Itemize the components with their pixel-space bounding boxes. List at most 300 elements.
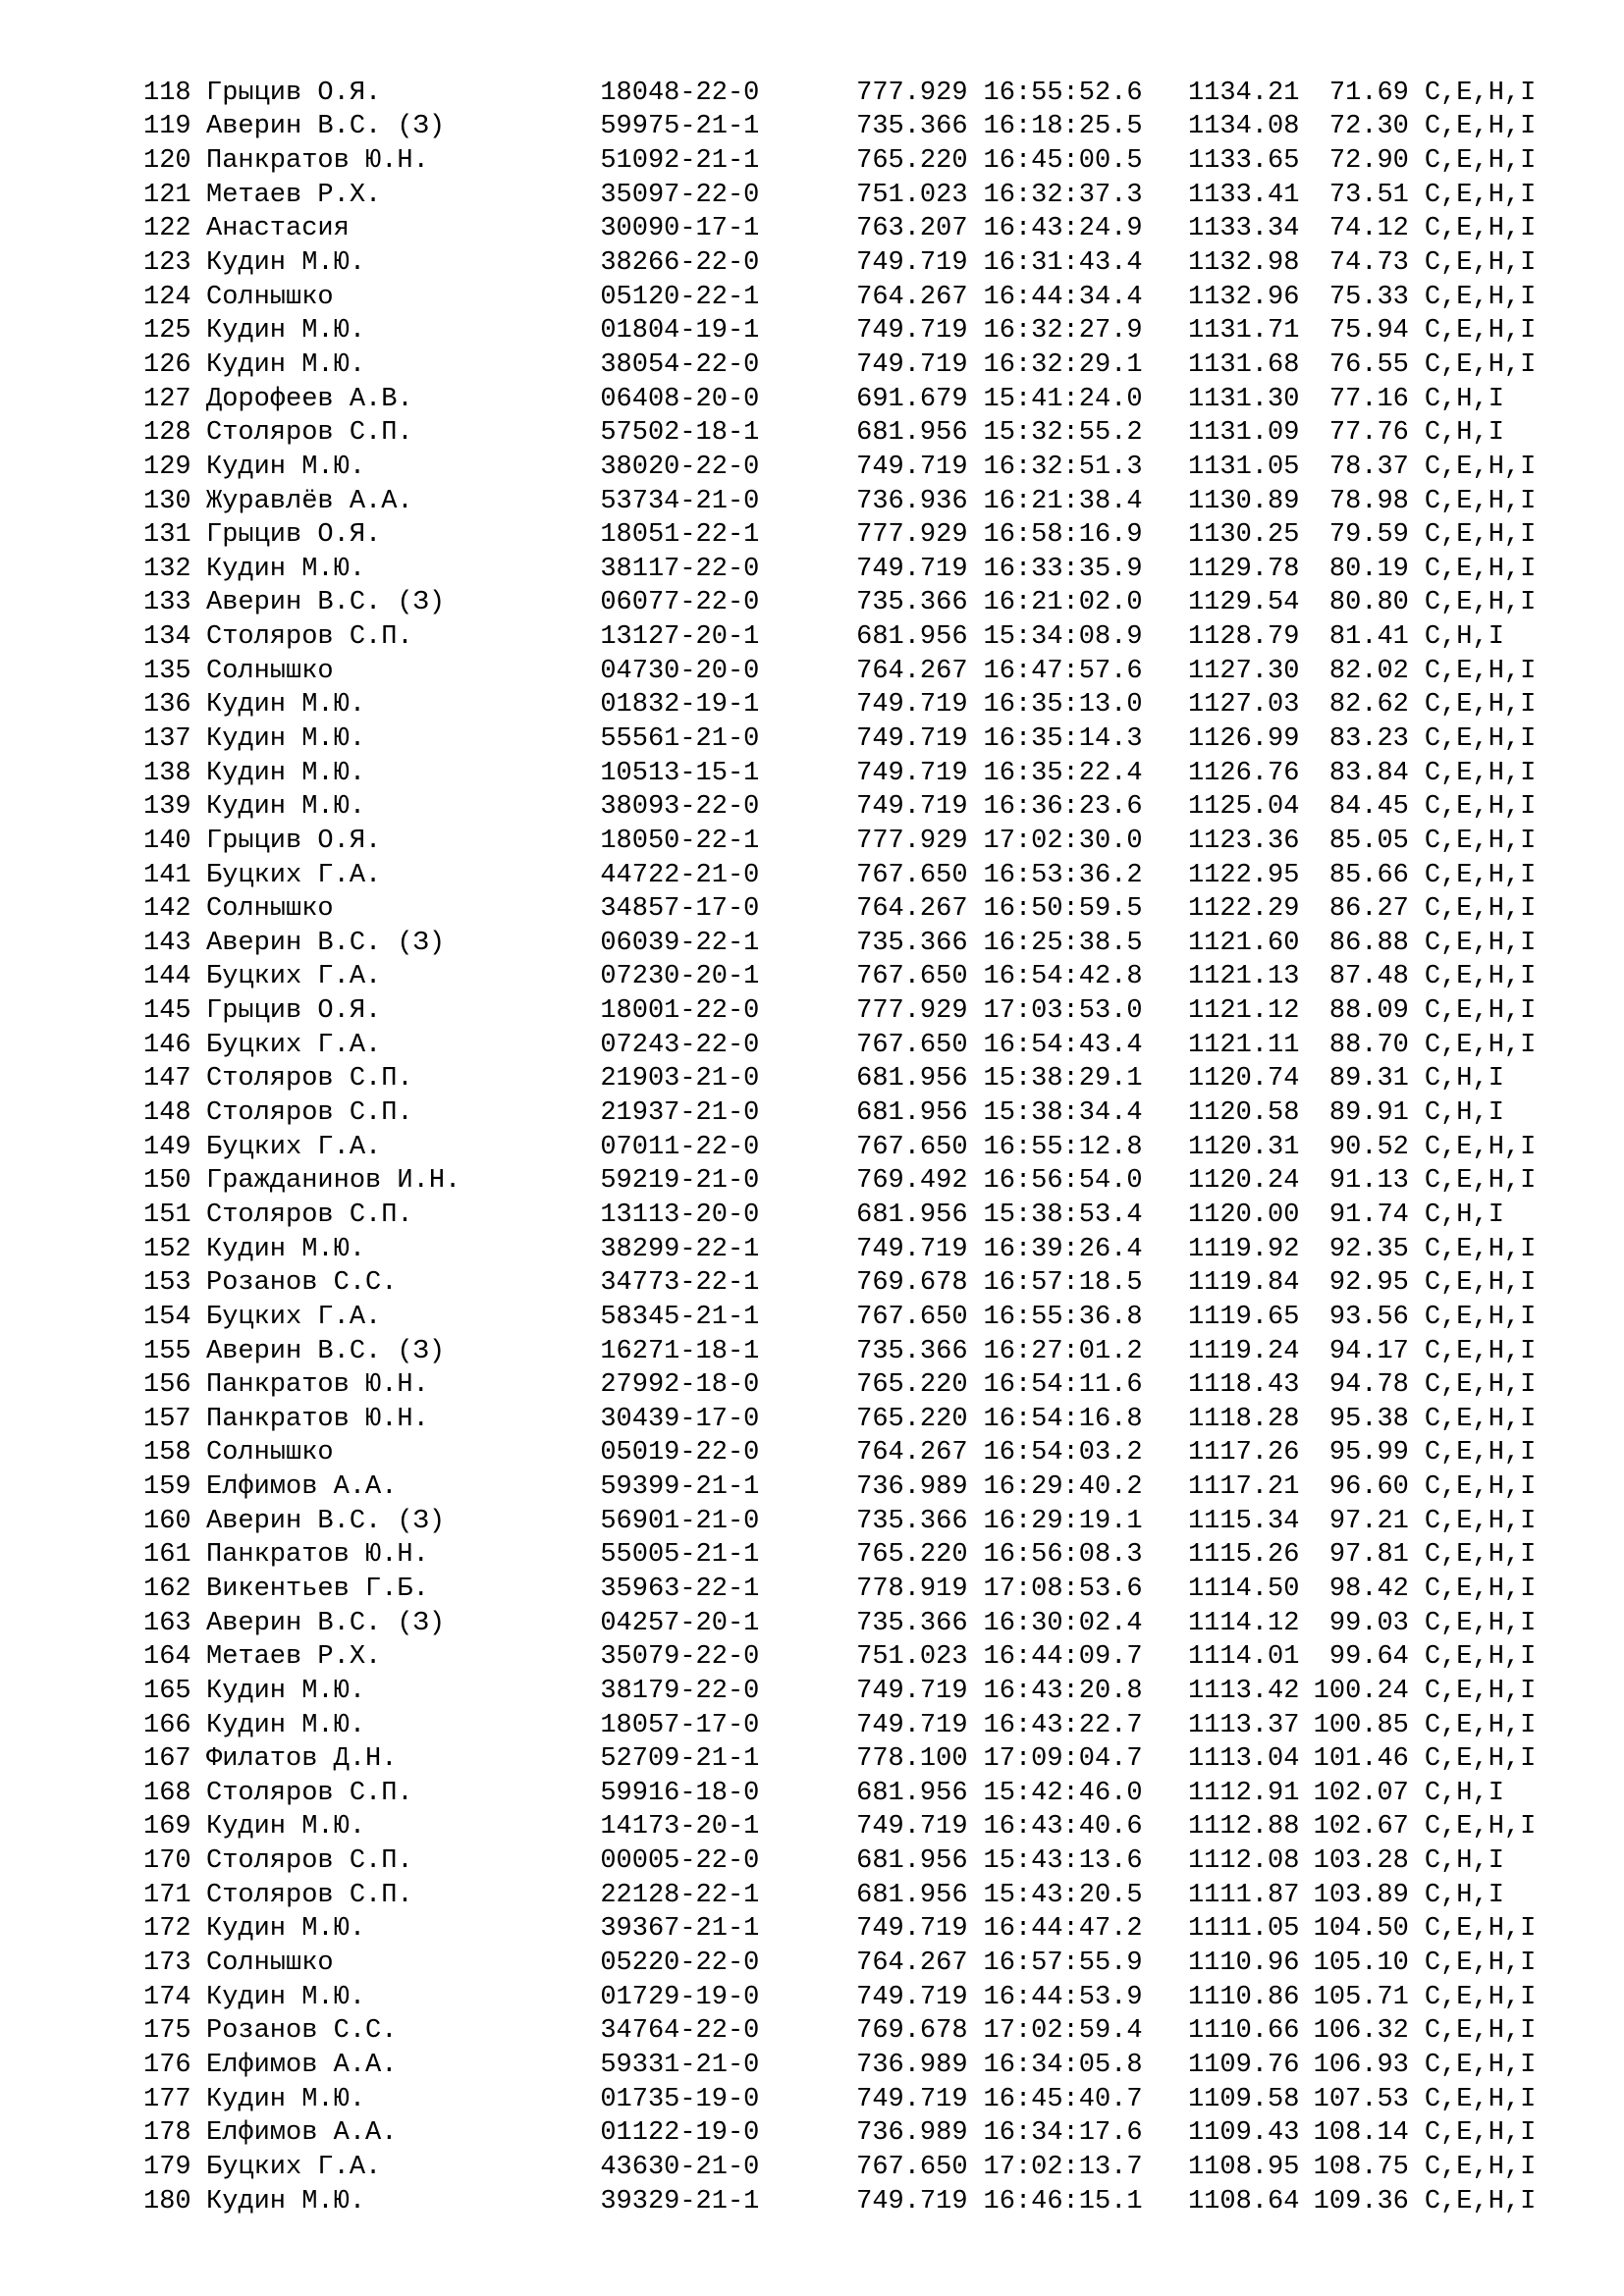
cell-flags: C,E,H,I: [1424, 2186, 1537, 2216]
cell-speed: 1110.66: [1187, 2016, 1300, 2047]
cell-dist: 769.492: [856, 1166, 968, 1197]
cell-place: 154: [143, 1302, 191, 1332]
cell-place: 133: [143, 588, 191, 618]
cell-coef: 102.07: [1313, 1778, 1409, 1808]
cell-time: 16:43:24.9: [983, 214, 1143, 244]
cell-ring: 07243-22-0: [600, 1030, 760, 1060]
cell-time: 16:29:40.2: [983, 1472, 1143, 1503]
cell-name: Аверин В.С. (З): [206, 928, 446, 958]
cell-flags: C,E,H,I: [1424, 2084, 1537, 2114]
cell-time: 17:03:53.0: [983, 996, 1143, 1027]
result-row: [143, 1505, 1577, 1539]
cell-speed: 1119.92: [1187, 1234, 1300, 1264]
cell-place: 174: [143, 1982, 191, 2012]
cell-time: 16:34:17.6: [983, 2118, 1143, 2149]
cell-name: Розанов С.С.: [206, 1268, 398, 1299]
cell-time: 16:27:01.2: [983, 1336, 1143, 1366]
cell-flags: C,E,H,I: [1424, 1982, 1537, 2012]
cell-time: 16:44:53.9: [983, 1982, 1143, 2012]
cell-ring: 44722-21-0: [600, 860, 760, 890]
cell-ring: 01729-19-0: [600, 1982, 760, 2012]
cell-flags: C,E,H,I: [1424, 316, 1537, 347]
result-row: [143, 1335, 1577, 1369]
cell-dist: 767.650: [856, 1030, 968, 1060]
cell-ring: 38093-22-0: [600, 792, 760, 823]
cell-time: 16:43:22.7: [983, 1710, 1143, 1740]
cell-coef: 103.28: [1313, 1846, 1409, 1877]
cell-flags: C,E,H,I: [1424, 826, 1537, 856]
cell-speed: 1118.43: [1187, 1370, 1300, 1401]
cell-flags: C,E,H,I: [1424, 1710, 1537, 1740]
cell-dist: 777.929: [856, 520, 968, 551]
result-row: [143, 1266, 1577, 1301]
cell-speed: 1109.58: [1187, 2084, 1300, 2114]
cell-name: Кудин М.Ю.: [206, 1676, 366, 1706]
result-row: [143, 213, 1577, 247]
cell-place: 162: [143, 1575, 191, 1604]
result-row: [143, 1096, 1577, 1131]
result-row: [143, 1437, 1577, 1471]
cell-place: 179: [143, 2152, 191, 2182]
cell-name: Панкратов Ю.Н.: [206, 146, 429, 177]
cell-dist: 751.023: [856, 180, 968, 210]
cell-ring: 05019-22-0: [600, 1438, 760, 1468]
cell-name: Аверин В.С. (З): [206, 588, 446, 618]
result-row: [143, 1947, 1577, 1981]
cell-time: 16:33:35.9: [983, 554, 1143, 584]
cell-dist: 681.956: [856, 1778, 968, 1808]
cell-ring: 16271-18-1: [600, 1336, 760, 1366]
cell-flags: C,E,H,I: [1424, 282, 1537, 312]
cell-place: 169: [143, 1812, 191, 1842]
cell-ring: 01832-19-1: [600, 690, 760, 721]
cell-coef: 81.41: [1328, 622, 1409, 653]
cell-coef: 77.16: [1328, 384, 1409, 414]
cell-coef: 100.24: [1313, 1676, 1409, 1706]
cell-dist: 749.719: [856, 2084, 968, 2114]
cell-time: 16:55:52.6: [983, 78, 1143, 108]
cell-place: 142: [143, 894, 191, 925]
cell-place: 167: [143, 1744, 191, 1775]
cell-coef: 92.35: [1328, 1234, 1409, 1264]
result-row: [143, 994, 1577, 1029]
cell-time: 16:32:51.3: [983, 452, 1143, 482]
cell-coef: 72.90: [1328, 146, 1409, 177]
cell-coef: 79.59: [1328, 520, 1409, 551]
cell-speed: 1112.91: [1187, 1778, 1300, 1808]
cell-ring: 43630-21-0: [600, 2152, 760, 2182]
cell-place: 119: [143, 112, 191, 142]
cell-place: 132: [143, 554, 191, 584]
cell-coef: 89.91: [1328, 1098, 1409, 1129]
cell-time: 16:45:00.5: [983, 146, 1143, 177]
cell-coef: 85.66: [1328, 860, 1409, 890]
cell-coef: 106.93: [1313, 2050, 1409, 2080]
cell-name: Солнышко: [206, 1949, 334, 1979]
cell-place: 153: [143, 1268, 191, 1299]
cell-place: 143: [143, 928, 191, 958]
cell-time: 15:43:13.6: [983, 1846, 1143, 1877]
cell-place: 141: [143, 860, 191, 890]
cell-speed: 1108.95: [1187, 2152, 1300, 2182]
cell-flags: C,E,H,I: [1424, 792, 1537, 823]
cell-time: 15:42:46.0: [983, 1778, 1143, 1808]
cell-name: Грыцив О.Я.: [206, 520, 382, 551]
result-row: [143, 757, 1577, 791]
cell-speed: 1131.30: [1187, 384, 1300, 414]
cell-ring: 04730-20-0: [600, 656, 760, 686]
cell-time: 15:38:29.1: [983, 1064, 1143, 1095]
cell-flags: C,E,H,I: [1424, 554, 1537, 584]
cell-name: Кудин М.Ю.: [206, 316, 366, 347]
cell-coef: 78.37: [1328, 452, 1409, 482]
result-row: [143, 383, 1577, 417]
cell-place: 173: [143, 1949, 191, 1979]
cell-place: 160: [143, 1506, 191, 1536]
cell-speed: 1113.42: [1187, 1676, 1300, 1706]
cell-place: 144: [143, 962, 191, 992]
cell-flags: C,E,H,I: [1424, 1234, 1537, 1264]
result-row: [143, 1233, 1577, 1267]
cell-name: Кудин М.Ю.: [206, 1812, 366, 1842]
cell-speed: 1121.12: [1187, 996, 1300, 1027]
cell-speed: 1111.87: [1187, 1880, 1300, 1910]
cell-name: Аверин В.С. (З): [206, 1506, 446, 1536]
cell-coef: 91.74: [1328, 1200, 1409, 1230]
cell-speed: 1111.05: [1187, 1914, 1300, 1945]
result-row: [143, 314, 1577, 348]
cell-speed: 1129.78: [1187, 554, 1300, 584]
cell-time: 16:47:57.6: [983, 656, 1143, 686]
cell-flags: C,E,H,I: [1424, 1949, 1537, 1979]
result-row: [143, 1981, 1577, 2015]
cell-name: Кудин М.Ю.: [206, 2084, 366, 2114]
cell-coef: 74.73: [1328, 248, 1409, 279]
cell-dist: 769.678: [856, 1268, 968, 1299]
result-row: [143, 587, 1577, 621]
cell-flags: C,E,H,I: [1424, 248, 1537, 279]
cell-name: Дорофеев А.В.: [206, 384, 413, 414]
cell-dist: 736.936: [856, 486, 968, 516]
cell-coef: 78.98: [1328, 486, 1409, 516]
cell-time: 16:29:19.1: [983, 1506, 1143, 1536]
cell-flags: C,E,H,I: [1424, 1812, 1537, 1842]
cell-time: 16:54:42.8: [983, 962, 1143, 992]
cell-place: 170: [143, 1846, 191, 1877]
result-row: [143, 1029, 1577, 1063]
cell-ring: 18051-22-1: [600, 520, 760, 551]
cell-name: Буцких Г.А.: [206, 1132, 382, 1162]
cell-ring: 05120-22-1: [600, 282, 760, 312]
cell-speed: 1134.08: [1187, 112, 1300, 142]
cell-name: Грыцив О.Я.: [206, 826, 382, 856]
cell-ring: 27992-18-0: [600, 1370, 760, 1401]
cell-name: Панкратов Ю.Н.: [206, 1370, 429, 1401]
cell-name: Аверин В.С. (З): [206, 1608, 446, 1638]
cell-place: 131: [143, 520, 191, 551]
cell-place: 175: [143, 2016, 191, 2047]
cell-ring: 39329-21-1: [600, 2186, 760, 2216]
result-row: [143, 1539, 1577, 1574]
cell-ring: 18057-17-0: [600, 1710, 760, 1740]
cell-ring: 38179-22-0: [600, 1676, 760, 1706]
cell-flags: C,E,H,I: [1424, 2050, 1537, 2080]
cell-speed: 1113.04: [1187, 1744, 1300, 1775]
cell-coef: 100.85: [1313, 1710, 1409, 1740]
cell-dist: 749.719: [856, 1914, 968, 1945]
result-row: [143, 2049, 1577, 2083]
cell-dist: 767.650: [856, 962, 968, 992]
cell-speed: 1127.03: [1187, 690, 1300, 721]
cell-time: 16:56:54.0: [983, 1166, 1143, 1197]
cell-ring: 57502-18-1: [600, 418, 760, 449]
cell-dist: 749.719: [856, 1812, 968, 1842]
cell-name: Филатов Д.Н.: [206, 1744, 398, 1775]
cell-time: 16:53:36.2: [983, 860, 1143, 890]
cell-flags: C,E,H,I: [1424, 894, 1537, 925]
cell-ring: 59975-21-1: [600, 112, 760, 142]
cell-flags: C,E,H,I: [1424, 112, 1537, 142]
result-row: [143, 961, 1577, 995]
cell-place: 130: [143, 486, 191, 516]
cell-time: 16:43:40.6: [983, 1812, 1143, 1842]
result-row: [143, 246, 1577, 281]
cell-ring: 35963-22-1: [600, 1575, 760, 1604]
cell-dist: 777.929: [856, 826, 968, 856]
cell-flags: C,E,H,I: [1424, 180, 1537, 210]
cell-speed: 1112.88: [1187, 1812, 1300, 1842]
cell-coef: 102.67: [1313, 1812, 1409, 1842]
cell-dist: 681.956: [856, 1098, 968, 1129]
cell-time: 16:54:11.6: [983, 1370, 1143, 1401]
cell-name: Кудин М.Ю.: [206, 1234, 366, 1264]
cell-dist: 778.100: [856, 1744, 968, 1775]
cell-coef: 86.27: [1328, 894, 1409, 925]
cell-speed: 1118.28: [1187, 1404, 1300, 1434]
cell-flags: C,E,H,I: [1424, 1914, 1537, 1945]
cell-time: 15:38:53.4: [983, 1200, 1143, 1230]
cell-dist: 749.719: [856, 1676, 968, 1706]
result-row: [143, 689, 1577, 723]
cell-dist: 767.650: [856, 1302, 968, 1332]
cell-dist: 765.220: [856, 1404, 968, 1434]
cell-flags: C,E,H,I: [1424, 1676, 1537, 1706]
cell-place: 149: [143, 1132, 191, 1162]
cell-flags: C,E,H,I: [1424, 962, 1537, 992]
result-row: [143, 722, 1577, 757]
cell-ring: 07011-22-0: [600, 1132, 760, 1162]
cell-time: 17:02:59.4: [983, 2016, 1143, 2047]
cell-time: 15:43:20.5: [983, 1880, 1143, 1910]
cell-ring: 59399-21-1: [600, 1472, 760, 1503]
cell-ring: 13113-20-0: [600, 1200, 760, 1230]
cell-flags: C,E,H,I: [1424, 1642, 1537, 1673]
cell-speed: 1133.41: [1187, 180, 1300, 210]
cell-time: 16:57:18.5: [983, 1268, 1143, 1299]
cell-dist: 767.650: [856, 1132, 968, 1162]
cell-ring: 06077-22-0: [600, 588, 760, 618]
cell-name: Панкратов Ю.Н.: [206, 1540, 429, 1571]
cell-dist: 764.267: [856, 282, 968, 312]
cell-speed: 1119.84: [1187, 1268, 1300, 1299]
cell-flags: C,E,H,I: [1424, 1608, 1537, 1638]
cell-dist: 765.220: [856, 146, 968, 177]
cell-speed: 1114.01: [1187, 1642, 1300, 1673]
result-row: [143, 518, 1577, 553]
cell-coef: 74.12: [1328, 214, 1409, 244]
cell-time: 16:18:25.5: [983, 112, 1143, 142]
cell-coef: 84.45: [1328, 792, 1409, 823]
cell-dist: 767.650: [856, 860, 968, 890]
cell-ring: 06039-22-1: [600, 928, 760, 958]
cell-flags: C,H,I: [1424, 1778, 1504, 1808]
cell-flags: C,E,H,I: [1424, 1438, 1537, 1468]
cell-ring: 34764-22-0: [600, 2016, 760, 2047]
cell-place: 157: [143, 1404, 191, 1434]
cell-coef: 95.38: [1328, 1404, 1409, 1434]
cell-place: 147: [143, 1064, 191, 1095]
cell-coef: 73.51: [1328, 180, 1409, 210]
cell-coef: 85.05: [1328, 826, 1409, 856]
cell-ring: 21937-21-0: [600, 1098, 760, 1129]
cell-coef: 82.62: [1328, 690, 1409, 721]
cell-ring: 18001-22-0: [600, 996, 760, 1027]
cell-speed: 1134.21: [1187, 78, 1300, 108]
cell-flags: C,E,H,I: [1424, 78, 1537, 108]
cell-ring: 01804-19-1: [600, 316, 760, 347]
result-row: [143, 2151, 1577, 2185]
result-row: [143, 859, 1577, 893]
cell-place: 176: [143, 2050, 191, 2080]
cell-speed: 1117.21: [1187, 1472, 1300, 1503]
result-row: [143, 1199, 1577, 1233]
cell-speed: 1131.68: [1187, 349, 1300, 380]
cell-speed: 1114.12: [1187, 1608, 1300, 1638]
result-row: [143, 451, 1577, 485]
cell-speed: 1130.89: [1187, 486, 1300, 516]
cell-name: Столяров С.П.: [206, 1064, 413, 1095]
cell-dist: 736.989: [856, 1472, 968, 1503]
cell-time: 17:08:53.6: [983, 1575, 1143, 1604]
result-row: [143, 348, 1577, 383]
cell-speed: 1109.43: [1187, 2118, 1300, 2149]
cell-ring: 59916-18-0: [600, 1778, 760, 1808]
result-row: [143, 1063, 1577, 1097]
cell-speed: 1109.76: [1187, 2050, 1300, 2080]
cell-ring: 18048-22-0: [600, 78, 760, 108]
cell-coef: 80.80: [1328, 588, 1409, 618]
result-row: [143, 620, 1577, 655]
cell-place: 163: [143, 1608, 191, 1638]
cell-coef: 88.09: [1328, 996, 1409, 1027]
cell-flags: C,H,I: [1424, 1880, 1504, 1910]
cell-time: 17:09:04.7: [983, 1744, 1143, 1775]
cell-place: 136: [143, 690, 191, 721]
cell-flags: C,E,H,I: [1424, 146, 1537, 177]
cell-speed: 1121.60: [1187, 928, 1300, 958]
cell-coef: 93.56: [1328, 1302, 1409, 1332]
cell-place: 134: [143, 622, 191, 653]
cell-dist: 735.366: [856, 1608, 968, 1638]
cell-flags: C,E,H,I: [1424, 2118, 1537, 2149]
result-row: [143, 1640, 1577, 1675]
cell-flags: C,E,H,I: [1424, 1472, 1537, 1503]
cell-flags: C,E,H,I: [1424, 349, 1537, 380]
result-row: [143, 1165, 1577, 1200]
cell-name: Аверин В.С. (З): [206, 1336, 446, 1366]
cell-name: Метаев Р.Х.: [206, 180, 382, 210]
cell-name: Кудин М.Ю.: [206, 723, 366, 754]
cell-speed: 1120.74: [1187, 1064, 1300, 1095]
cell-name: Буцких Г.А.: [206, 860, 382, 890]
cell-time: 16:56:08.3: [983, 1540, 1143, 1571]
result-row: [143, 144, 1577, 179]
cell-time: 16:25:38.5: [983, 928, 1143, 958]
cell-dist: 735.366: [856, 112, 968, 142]
cell-name: Столяров С.П.: [206, 418, 413, 449]
cell-coef: 106.32: [1313, 2016, 1409, 2047]
cell-speed: 1126.76: [1187, 758, 1300, 788]
cell-name: Столяров С.П.: [206, 1098, 413, 1129]
cell-ring: 06408-20-0: [600, 384, 760, 414]
result-row: [143, 655, 1577, 689]
cell-place: 120: [143, 146, 191, 177]
cell-name: Столяров С.П.: [206, 1846, 413, 1877]
cell-speed: 1119.24: [1187, 1336, 1300, 1366]
cell-time: 16:54:43.4: [983, 1030, 1143, 1060]
cell-place: 128: [143, 418, 191, 449]
cell-speed: 1113.37: [1187, 1710, 1300, 1740]
cell-coef: 75.33: [1328, 282, 1409, 312]
cell-name: Грыцив О.Я.: [206, 78, 382, 108]
cell-coef: 76.55: [1328, 349, 1409, 380]
cell-coef: 108.75: [1313, 2152, 1409, 2182]
cell-ring: 38020-22-0: [600, 452, 760, 482]
cell-time: 16:35:13.0: [983, 690, 1143, 721]
cell-dist: 681.956: [856, 622, 968, 653]
cell-dist: 749.719: [856, 1234, 968, 1264]
cell-flags: C,E,H,I: [1424, 2152, 1537, 2182]
cell-name: Аверин В.С. (З): [206, 112, 446, 142]
cell-flags: C,E,H,I: [1424, 1404, 1537, 1434]
cell-place: 180: [143, 2186, 191, 2216]
cell-time: 15:38:34.4: [983, 1098, 1143, 1129]
cell-flags: C,E,H,I: [1424, 723, 1537, 754]
cell-coef: 107.53: [1313, 2084, 1409, 2114]
cell-flags: C,E,H,I: [1424, 2016, 1537, 2047]
cell-dist: 749.719: [856, 1710, 968, 1740]
cell-flags: C,E,H,I: [1424, 452, 1537, 482]
cell-time: 16:44:09.7: [983, 1642, 1143, 1673]
cell-speed: 1125.04: [1187, 792, 1300, 823]
result-row: [143, 2015, 1577, 2050]
cell-coef: 108.14: [1313, 2118, 1409, 2149]
result-row: [143, 1777, 1577, 1811]
cell-dist: 764.267: [856, 894, 968, 925]
cell-ring: 55561-21-0: [600, 723, 760, 754]
cell-dist: 735.366: [856, 588, 968, 618]
result-row: [143, 1368, 1577, 1403]
cell-time: 16:57:55.9: [983, 1949, 1143, 1979]
cell-ring: 51092-21-1: [600, 146, 760, 177]
cell-ring: 13127-20-1: [600, 622, 760, 653]
cell-time: 16:50:59.5: [983, 894, 1143, 925]
result-row: [143, 927, 1577, 961]
result-row: [143, 281, 1577, 315]
cell-dist: 749.719: [856, 758, 968, 788]
cell-speed: 1120.24: [1187, 1166, 1300, 1197]
result-row: [143, 1913, 1577, 1948]
